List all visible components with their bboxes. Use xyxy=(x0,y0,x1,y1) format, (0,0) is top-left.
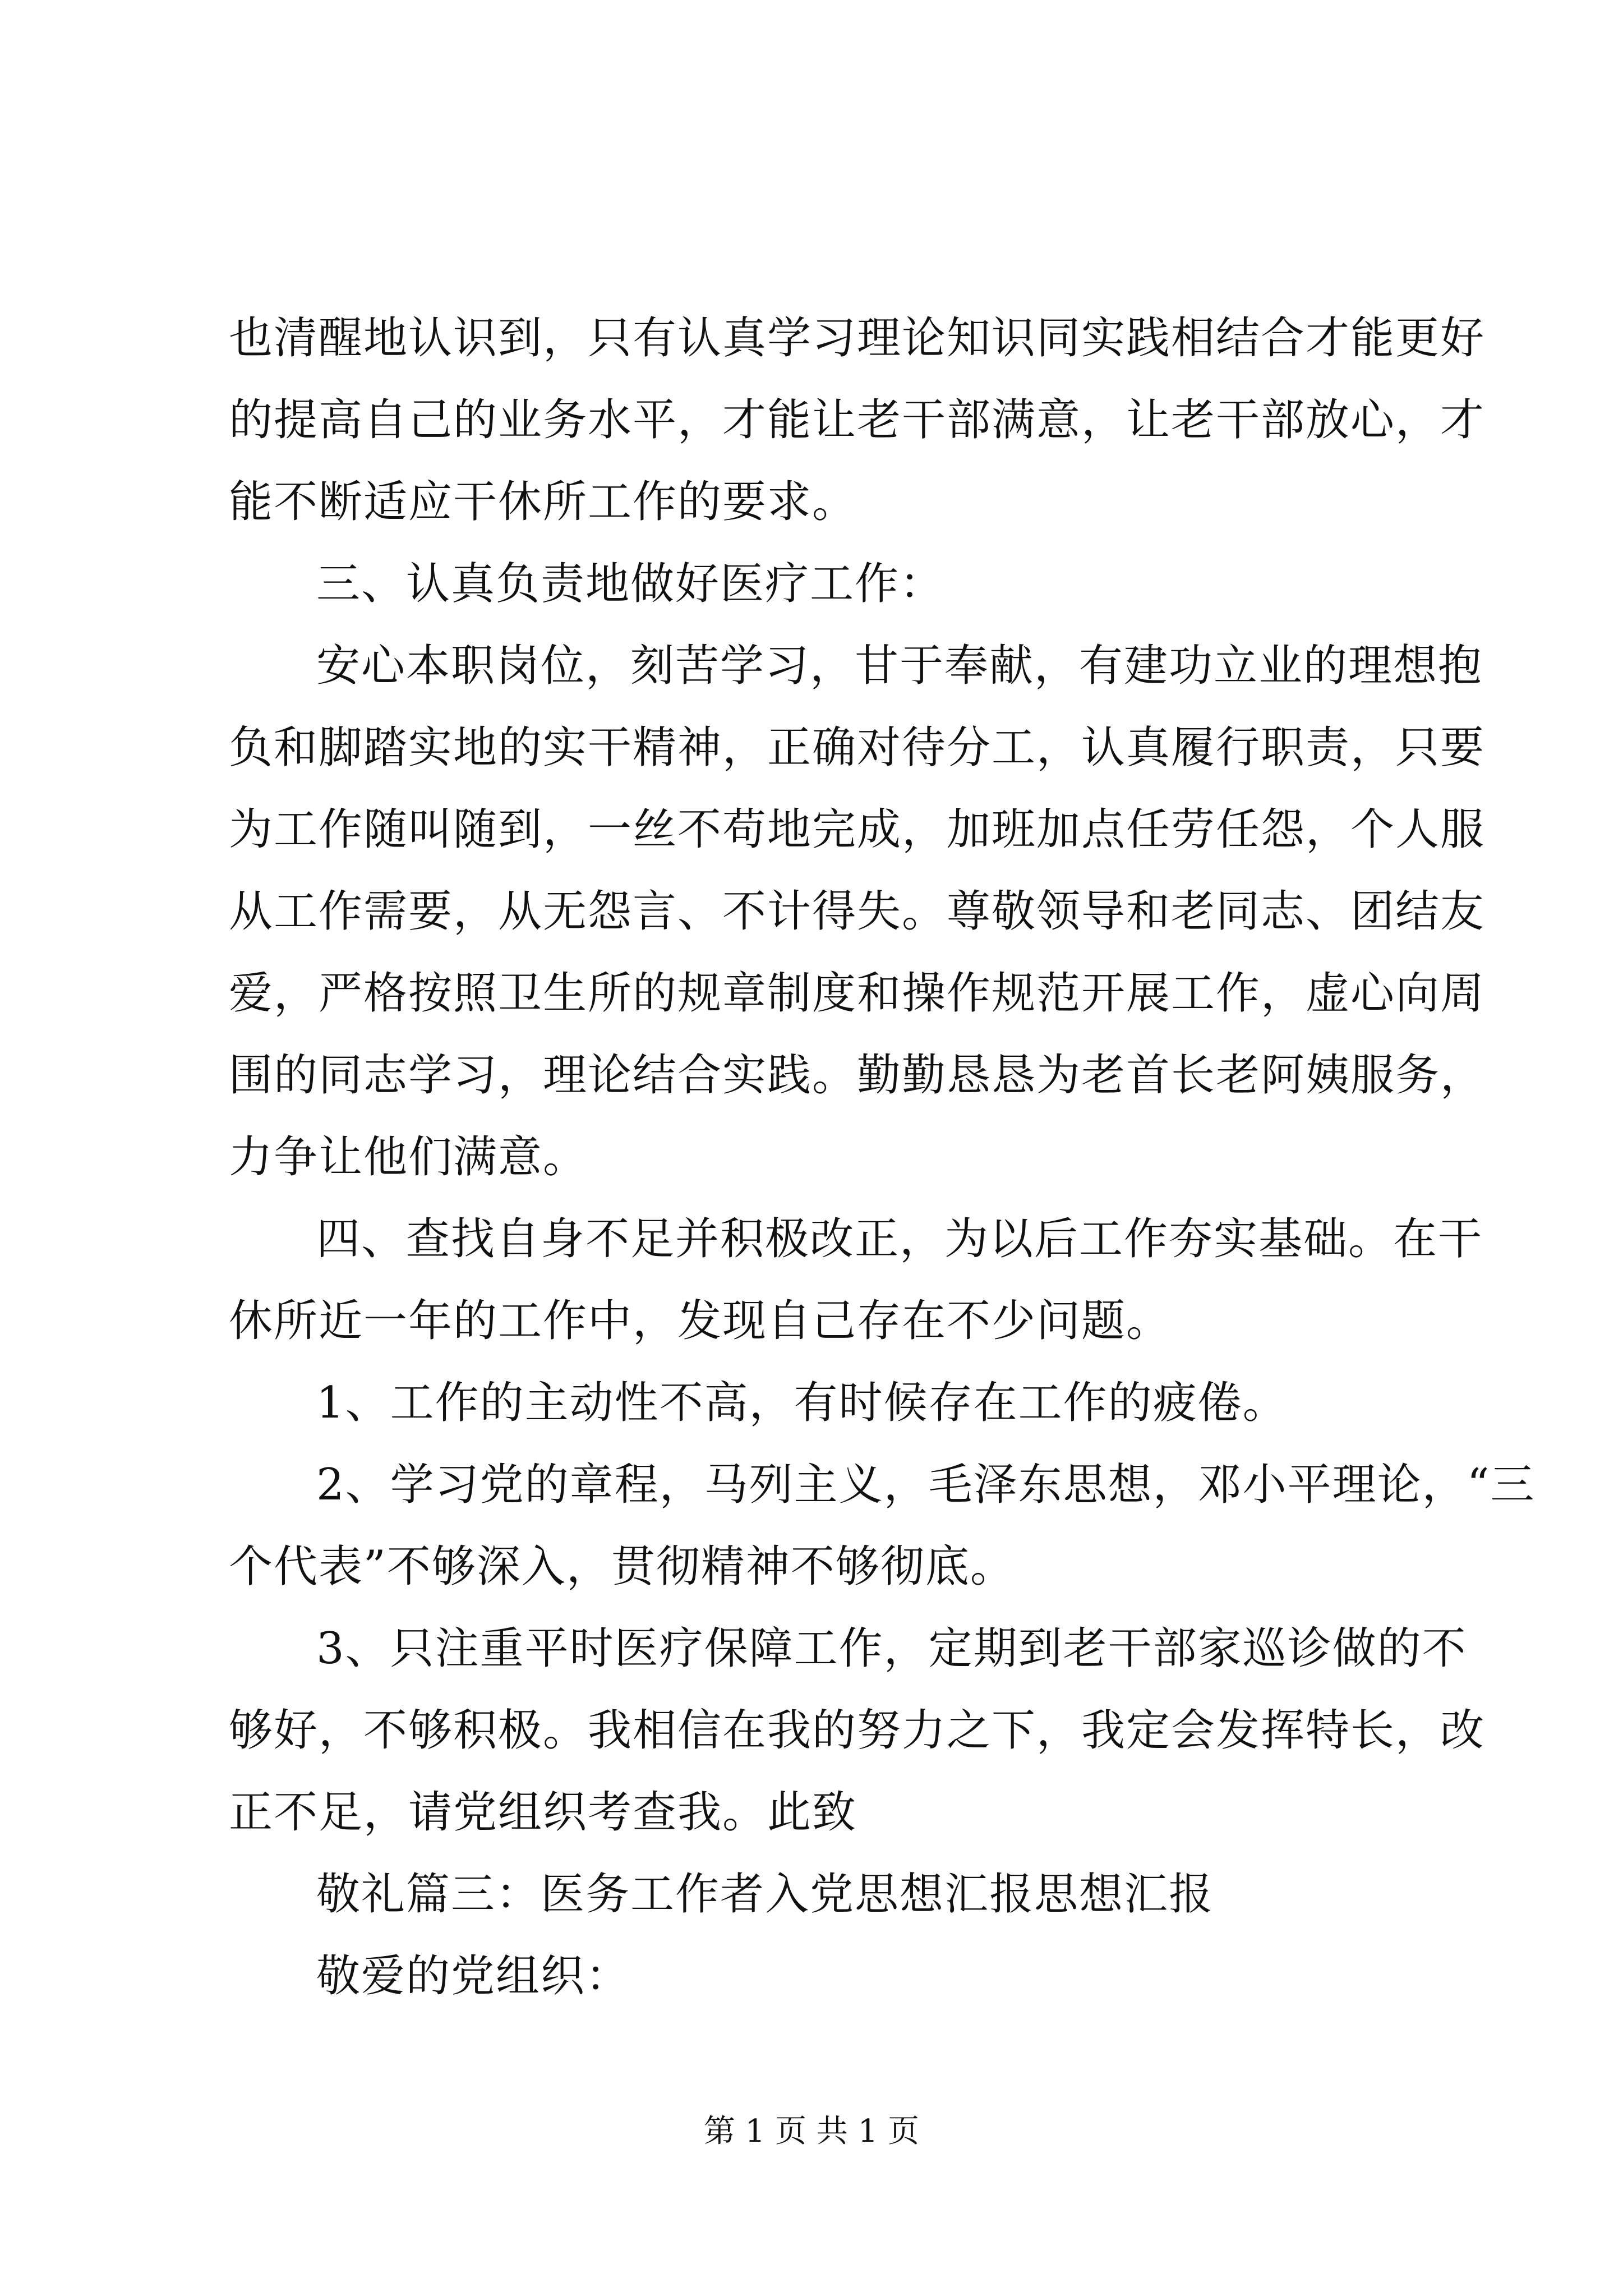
text-line: 三、认真负责地做好医疗工作： xyxy=(316,559,945,609)
text-line: 负和脚踏实地的实干精神，正确对待分工，认真履行职责，只要 xyxy=(229,723,1486,773)
text-line: 休所近一年的工作中，发现自己存在不少问题。 xyxy=(229,1296,1172,1346)
text-line: 四、查找自身不足并积极改正，为以后工作夯实基础。在干 xyxy=(316,1214,1483,1264)
text-line: 3、只注重平时医疗保障工作，定期到老干部家巡诊做的不 xyxy=(316,1623,1467,1674)
text-line: 正不足，请党组织考查我。此致 xyxy=(229,1787,857,1838)
page-footer: 第 1 页 共 1 页 xyxy=(703,2113,920,2150)
text-line: 的提高自己的业务水平，才能让老干部满意，让老干部放心，才 xyxy=(229,395,1486,445)
text-line: 也清醒地认识到，只有认真学习理论知识同实践相结合才能更好 xyxy=(229,313,1486,364)
text-line: 能不断适应干休所工作的要求。 xyxy=(229,477,857,527)
text-line: 力争让他们满意。 xyxy=(229,1132,588,1182)
text-line: 爱，严格按照卫生所的规章制度和操作规范开展工作，虚心向周 xyxy=(229,968,1486,1019)
text-line: 1、工作的主动性不高，有时候存在工作的疲倦。 xyxy=(316,1378,1288,1428)
text-line: 敬爱的党组织： xyxy=(316,1951,631,2001)
text-line: 2、学习党的章程，马列主义，毛泽东思想，邓小平理论，“三 xyxy=(316,1460,1536,1510)
document-body xyxy=(229,297,1536,2017)
text-line: 围的同志学习，理论结合实践。勤勤恳恳为老首长老阿姨服务， xyxy=(229,1050,1486,1101)
text-line: 安心本职岗位，刻苦学习，甘于奉献，有建功立业的理想抱 xyxy=(316,641,1483,691)
text-line: 为工作随叫随到，一丝不苟地完成，加班加点任劳任怨，个人服 xyxy=(229,804,1486,855)
text-line: 个代表”不够深入，贯彻精神不够彻底。 xyxy=(229,1542,1015,1592)
text-line: 够好，不够积极。我相信在我的努力之下，我定会发挥特长，改 xyxy=(229,1705,1486,1756)
text-line: 敬礼篇三：医务工作者入党思想汇报思想汇报 xyxy=(316,1869,1214,1920)
text-line: 从工作需要，从无怨言、不计得失。尊敬领导和老同志、团结友 xyxy=(229,886,1486,937)
